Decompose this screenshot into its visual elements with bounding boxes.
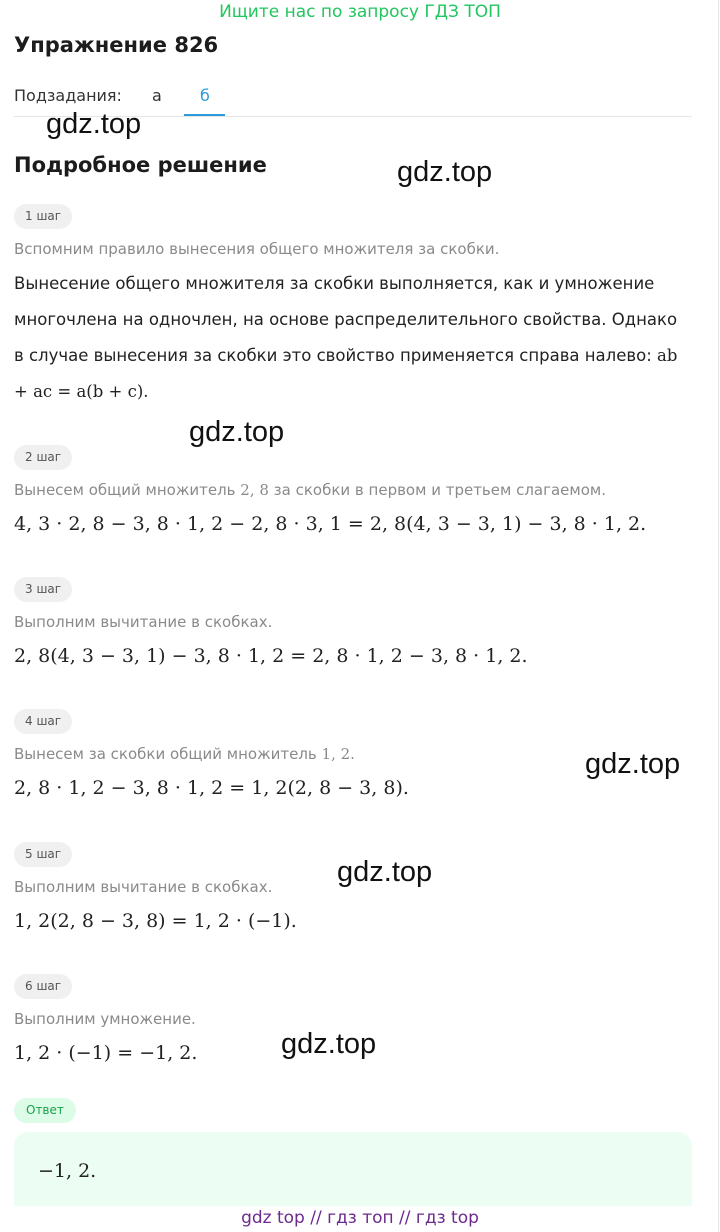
- step-hint-math: 2, 8: [240, 481, 269, 499]
- step-explanation-formula: ab + ac = a(b + c).: [14, 346, 678, 401]
- watermark: gdz.top: [189, 416, 285, 448]
- step-1: [14, 204, 704, 410]
- answer-badge: Ответ: [14, 1098, 76, 1123]
- answer-box: [14, 1132, 692, 1206]
- step-formula: 2, 8(4, 3 − 3, 1) − 3, 8 · 1, 2 = 2, 8 · 1, 2 − 3, 8 · 1, 2.: [14, 645, 528, 667]
- subtasks-label: Подзадания:: [14, 86, 122, 105]
- watermark: gdz.top: [337, 856, 433, 888]
- watermark: gdz.top: [585, 748, 681, 780]
- watermark: gdz.top: [397, 156, 493, 188]
- step-badge: 1 шаг: [14, 204, 72, 229]
- exercise-title: Упражнение 826: [14, 33, 219, 57]
- subtask-tab-b[interactable]: б: [200, 86, 210, 105]
- watermark: gdz.top: [46, 108, 142, 140]
- step-badge: 6 шаг: [14, 974, 72, 999]
- step-explanation-text: Вынесение общего множителя за скобки выполняется, как и умножение многочлена на одночлен, на основе распределительного свойства. Однако в случае вынесения за скобки это свойство применяется справа налево:: [14, 274, 678, 365]
- step-explanation: [14, 266, 686, 410]
- step-hint: Выполним вычитание в скобках.: [14, 613, 273, 631]
- step-hint: Выполним умножение.: [14, 1010, 196, 1028]
- step-hint-text: Вынесем общий множитель: [14, 481, 241, 499]
- watermark: gdz.top: [281, 1028, 377, 1060]
- step-badge: 5 шаг: [14, 842, 72, 867]
- step-hint-text: Вынесем за скобки общий множитель: [14, 745, 322, 763]
- step-hint-math: 1, 2.: [321, 745, 355, 763]
- step-hint: Выполним вычитание в скобках.: [14, 878, 273, 896]
- step-badge: 3 шаг: [14, 577, 72, 602]
- footer-links[interactable]: gdz top // гдз топ // гдз top: [241, 1208, 479, 1228]
- subtask-tab-a[interactable]: а: [152, 86, 162, 105]
- step-formula: 1, 2(2, 8 − 3, 8) = 1, 2 · (−1).: [14, 910, 297, 932]
- step-formula: 4, 3 · 2, 8 − 3, 8 · 1, 2 − 2, 8 · 3, 1 = 2, 8(4, 3 − 3, 1) − 3, 8 · 1, 2.: [14, 513, 647, 535]
- step-2: [14, 445, 704, 539]
- answer-value: −1, 2.: [38, 1160, 97, 1182]
- page-edge-rule: [718, 0, 719, 1232]
- step-badge: 4 шаг: [14, 709, 72, 734]
- step-3: [14, 577, 704, 671]
- step-hint: Вспомним правило вынесения общего множителя за скобки.: [14, 240, 500, 258]
- solution-title: Подробное решение: [14, 153, 267, 177]
- step-formula: 1, 2 · (−1) = −1, 2.: [14, 1042, 198, 1064]
- step-formula: 2, 8 · 1, 2 − 3, 8 · 1, 2 = 1, 2(2, 8 − 3, 8).: [14, 777, 409, 799]
- promo-banner[interactable]: Ищите нас по запросу ГДЗ ТОП: [219, 2, 501, 22]
- step-badge: 2 шаг: [14, 445, 72, 470]
- step-hint: [14, 479, 704, 501]
- step-hint-text-after: за скобки в первом и третьем слагаемом.: [268, 481, 606, 499]
